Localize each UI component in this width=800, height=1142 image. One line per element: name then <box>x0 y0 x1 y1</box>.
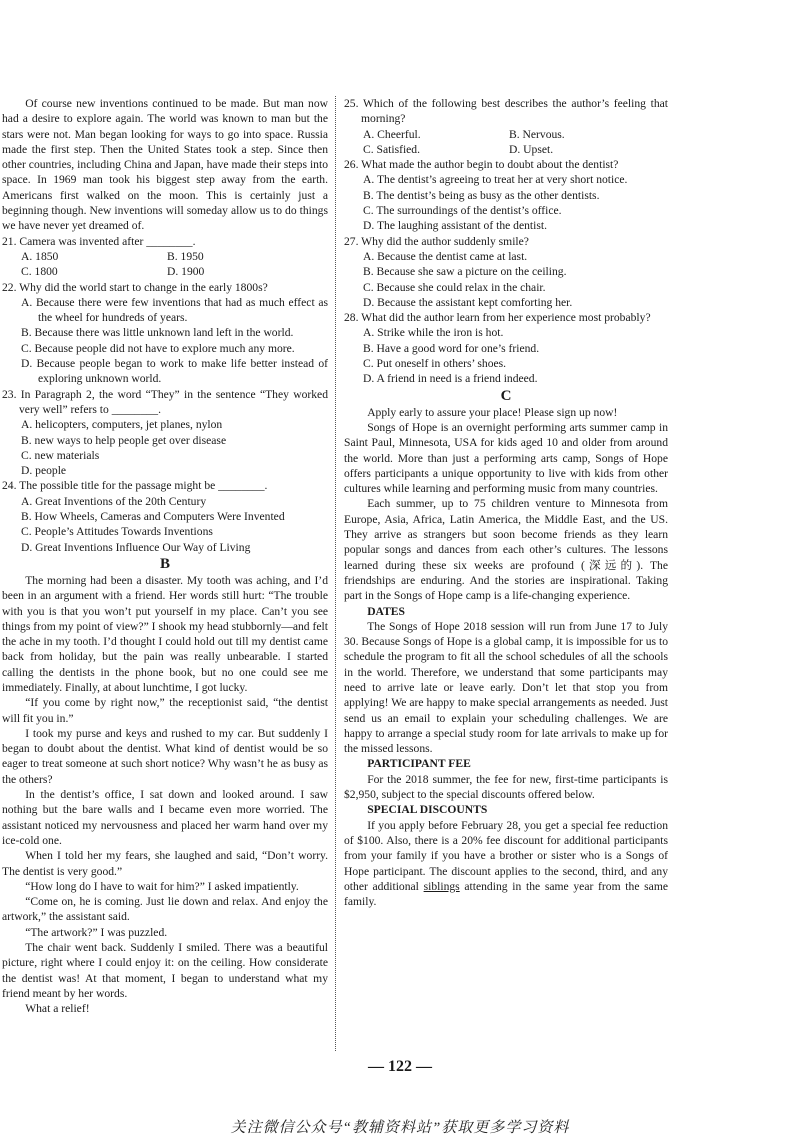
option-a: A. helicopters, computers, jet planes, nylon <box>21 418 223 432</box>
page-number: — 122 — <box>368 1058 432 1075</box>
passage-b-paragraph: “The artwork?” I was puzzled. <box>25 925 168 939</box>
option-d: D. The laughing assistant of the dentist. <box>363 219 547 233</box>
option-a: A. Strike while the iron is hot. <box>363 326 504 340</box>
question-stem: 23. In Paragraph 2, the word “They” in the sentence “They worked very well” refers to ________. <box>2 387 328 416</box>
question-stem: 26. What made the author begin to doubt about the dentist? <box>344 158 619 172</box>
question-26 <box>344 157 668 233</box>
column-divider <box>335 96 336 1051</box>
passage-b-paragraph: What a relief! <box>25 1002 90 1016</box>
question-stem: 21. Camera was invented after ________. <box>2 234 196 248</box>
passage-b-paragraph: The morning had been a disaster. My tooth was aching, and I’d been in an argument with a friend. Her words still hurt: “The trouble with you is that you won’t put yourself in my place. Can’t you see things from my point of view?” I shook my head stubbornly—and felt the ache in my tooth. I’d thought I could hold out till my dentist came back from holiday, but the pain was really unbearable. I started calling the dentists in the phone book, but no one could see me immediately. Finally, at about lunchtime, I got lucky. <box>2 573 328 694</box>
option-a: A. The dentist’s agreeing to treat her at very short notice. <box>363 173 628 187</box>
passage-a-closing-paragraph: Of course new inventions continued to be made. But man now had a desire to explore again. The world was known to man but the stars were not. Man began looking for ways to go into space. Russia made the first step. Then the United States took a step. Since then other countries, including China and Japan, have made their steps into space. In 1969 man took his biggest step away from the earth. Americans first walked on the moon. This is certainly just a beginning though. New inventions will someday allow us to do things we have never yet dreamed of. <box>2 97 328 233</box>
option-d: D. 1900 <box>167 265 205 279</box>
option-d: D. Because the assistant kept comforting her. <box>363 295 573 309</box>
question-21 <box>2 234 328 280</box>
option-b: B. Have a good word for one’s friend. <box>363 341 540 355</box>
question-25 <box>344 96 668 157</box>
option-c: C. 1800 <box>21 265 58 279</box>
option-a: A. Because there were few inventions that had as much effect as the wheel for hundreds of years. <box>21 295 328 325</box>
dates-paragraph: The Songs of Hope 2018 session will run from June 17 to July 30. Because Songs of Hope is a global camp, it is impossible for us to schedule the program to fit all the school schedules of all the schools in the world. Therefore, we understand that some participants may need to arrive late or leave early. Don’t let that stop you from applying! We are happy to make special arrangements as needed. Just send us an email to explain your scheduling challenges. We are happy to arrange a special study room for late arrivals to make up for the missed lessons. <box>344 619 668 756</box>
option-b: B. Nervous. <box>509 127 565 141</box>
passage-c-paragraph: Apply early to assure your place! Please sign up now! <box>367 405 618 419</box>
option-d: D. A friend in need is a friend indeed. <box>363 372 538 386</box>
option-d: D. Because people began to work to make life better instead of exploring unknown world. <box>21 357 328 386</box>
option-c: C. Because she could relax in the chair. <box>363 280 546 294</box>
participant-fee-paragraph: For the 2018 summer, the fee for new, first-time participants is $2,950, subject to the special discounts offered below. <box>344 772 668 802</box>
question-24 <box>2 478 328 554</box>
participant-fee-heading: PARTICIPANT FEE <box>367 757 471 771</box>
option-b: B. The dentist’s being as busy as the other dentists. <box>363 188 600 202</box>
passage-b-paragraph: “Come on, he is coming. Just lie down and relax. And enjoy the artwork,” the assistant said. <box>2 895 328 924</box>
question-28 <box>344 310 668 386</box>
special-discounts-paragraph: If you apply before February 28, you get a special fee reduction of $100. Also, there is a 20% fee discount for additional participants from your family if you have a brother or sister who is a Songs of Hope participant. The discount applies to the second, third, and any other additional siblings attending in the same year from the same family. <box>344 818 668 909</box>
passage-b-paragraph: The chair went back. Suddenly I smiled. There was a beautiful picture, right where I could enjoy it: on the ceiling. How considerate the dentist was! At that moment, I began to understand what my friend meant by her words. <box>2 941 328 1000</box>
passage-c-paragraph: Each summer, up to 75 children venture to Minnesota from Europe, Asia, Africa, Latin America, the Middle East, and the US. They arrive as strangers but soon become friends as they learn popular songs and dances from each other’s cultures. The lessons learned during these six weeks are profound (深远的). The friendships are enduring. And the stories are inspirational. Taking part in the Songs of Hope camp is a life-changing experience. <box>344 497 668 603</box>
option-b: B. new ways to help people get over disease <box>21 433 227 447</box>
option-a: A. Cheerful. <box>363 127 421 141</box>
question-27 <box>344 234 668 310</box>
option-d: D. Upset. <box>509 142 554 156</box>
question-stem: 27. Why did the author suddenly smile? <box>344 234 529 248</box>
question-stem: 25. Which of the following best describes the author’s feeling that morning? <box>344 97 668 126</box>
passage-b-paragraph: “How long do I have to wait for him?” I asked impatiently. <box>25 879 299 893</box>
option-a: A. 1850 <box>21 249 59 263</box>
passage-b-paragraph: I took my purse and keys and rushed to my car. But suddenly I began to doubt about the dentist. What kind of dentist would be so eager to treat someone at such short notice? Why wasn’t he as busy as the others? <box>2 726 328 786</box>
option-b: B. Because she saw a picture on the ceiling. <box>363 265 567 279</box>
question-stem: 28. What did the author learn from her experience most probably? <box>344 311 651 325</box>
option-c: C. Because people did not have to explore much any more. <box>21 341 295 355</box>
footer-note: 关注微信公众号“教辅资料站”获取更多学习资料 <box>230 1120 570 1136</box>
special-discounts-heading: SPECIAL DISCOUNTS <box>367 803 488 817</box>
option-c: C. Satisfied. <box>363 142 421 156</box>
question-stem: 24. The possible title for the passage might be ________. <box>2 479 268 493</box>
option-c: C. People’s Attitudes Towards Inventions <box>21 525 213 539</box>
option-c: C. Put oneself in others’ shoes. <box>363 357 507 371</box>
option-c: C. new materials <box>21 448 100 462</box>
option-d: D. Great Inventions Influence Our Way of Living <box>21 540 251 554</box>
section-c-heading: C <box>500 387 512 404</box>
option-b: B. Because there was little unknown land left in the world. <box>21 326 294 340</box>
passage-c-paragraph: Songs of Hope is an overnight performing arts summer camp in Saint Paul, Minnesota, USA for kids aged 10 and older from around the world. More than just a performing arts camp, Songs of Hope offers participants a unique opportunity to live with kids from other cultures while learning and performing music from many countries. <box>344 420 668 496</box>
passage-b-paragraph: In the dentist’s office, I sat down and looked around. I saw nothing but the bare walls and I became even more worried. The assistant noticed my nervousness and placed her warm hand over my ice-cold one. <box>2 788 328 847</box>
question-23 <box>2 387 328 479</box>
option-d: D. people <box>21 464 67 478</box>
option-b: B. How Wheels, Cameras and Computers Were Invented <box>21 510 285 524</box>
dates-heading: DATES <box>367 604 405 618</box>
underlined-word-siblings: siblings <box>423 879 460 893</box>
passage-b-paragraph: “If you come by right now,” the receptionist said, “the dentist will fit you in.” <box>2 696 328 725</box>
option-c: C. The surroundings of the dentist’s office. <box>363 204 562 218</box>
left-column <box>2 96 328 1017</box>
option-a: A. Great Inventions of the 20th Century <box>21 494 207 508</box>
passage-b-paragraph: When I told her my fears, she laughed and said, “Don’t worry. The dentist is very good.” <box>2 849 328 878</box>
question-stem: 22. Why did the world start to change in the early 1800s? <box>2 280 268 294</box>
question-22 <box>2 280 328 387</box>
section-b-heading: B <box>159 555 170 572</box>
option-b: B. 1950 <box>167 249 204 263</box>
option-a: A. Because the dentist came at last. <box>363 249 528 263</box>
right-column <box>344 96 668 909</box>
